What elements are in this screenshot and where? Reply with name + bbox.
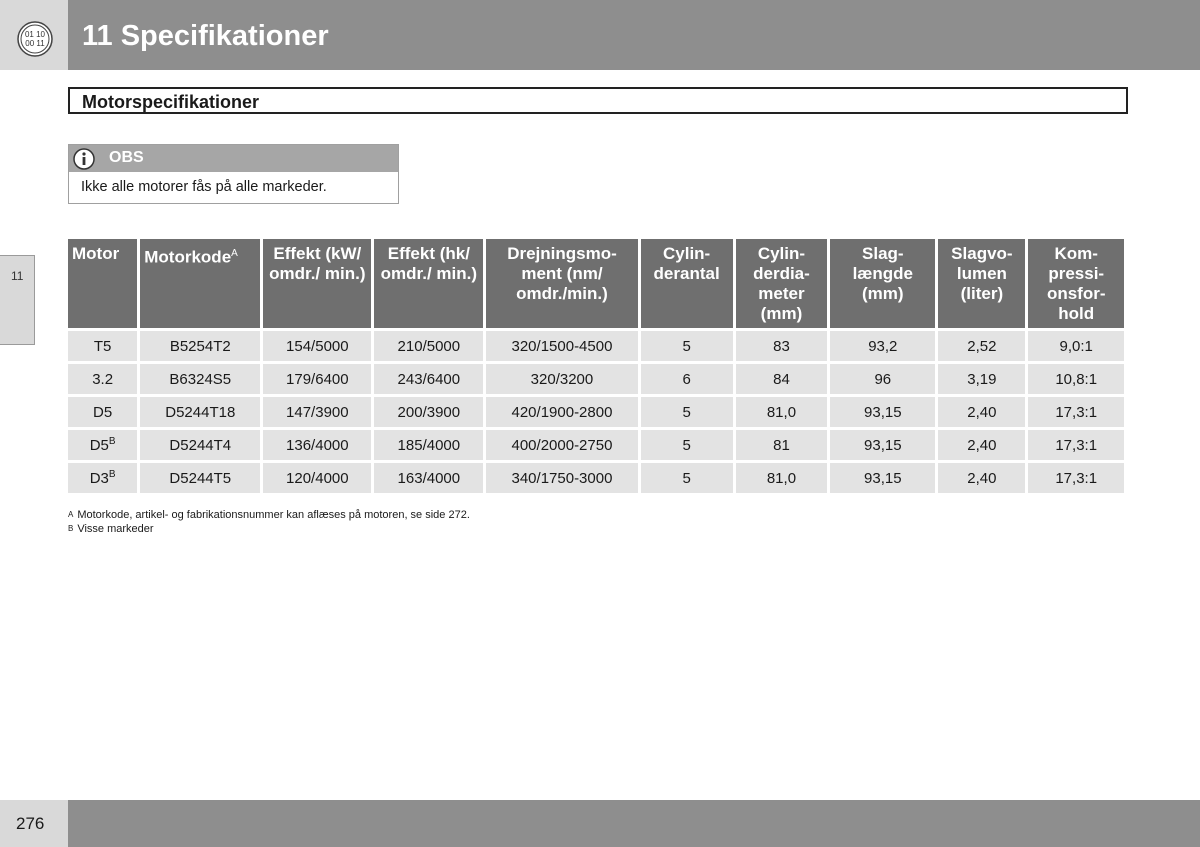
- table-cell: 147/3900: [263, 397, 371, 427]
- obs-note: [68, 144, 399, 204]
- page-title: 11 Specifikationer: [82, 20, 329, 52]
- table-cell: 154/5000: [263, 331, 371, 361]
- page-number: 276: [16, 814, 45, 833]
- table-cell: 9,0:1: [1028, 331, 1124, 361]
- engine-spec-table: [65, 236, 1127, 496]
- motor-cell: D5: [68, 397, 137, 427]
- column-header: Slag- længde (mm): [830, 239, 935, 328]
- table-cell: 2,40: [938, 430, 1025, 460]
- motor-cell: T5: [68, 331, 137, 361]
- table-cell: 3,19: [938, 364, 1025, 394]
- table-cell: 81: [736, 430, 828, 460]
- side-tab-label: 11: [11, 269, 24, 283]
- motor-cell: $D5^B$: [68, 430, 137, 460]
- table-cell: 420/1900-2800: [486, 397, 637, 427]
- table-cell: 10,8:1: [1028, 364, 1124, 394]
- table-cell: 81,0: [736, 463, 828, 493]
- table-cell: 81,0: [736, 397, 828, 427]
- table-cell: 93,15: [830, 430, 935, 460]
- footnotes: [68, 508, 470, 536]
- table-row: [68, 430, 1124, 460]
- table-cell: 320/1500-4500: [486, 331, 637, 361]
- table-cell: 179/6400: [263, 364, 371, 394]
- table-cell: 93,2: [830, 331, 935, 361]
- section-heading: [68, 87, 1128, 114]
- table-row: [68, 463, 1124, 493]
- table-cell: 96: [830, 364, 935, 394]
- column-header: Cylin- derantal: [641, 239, 733, 328]
- table-cell: 17,3:1: [1028, 463, 1124, 493]
- column-header: Slagvo- lumen (liter): [938, 239, 1025, 328]
- table-cell: 5: [641, 430, 733, 460]
- table-cell: 93,15: [830, 397, 935, 427]
- table-cell: B5254T2: [140, 331, 260, 361]
- note-header: [69, 145, 398, 172]
- table-cell: 2,40: [938, 397, 1025, 427]
- column-header: Drejningsmo- ment (nm/ omdr./min.): [486, 239, 637, 328]
- footnote: $^B$ Visse markeder: [68, 523, 154, 535]
- table-cell: 185/4000: [374, 430, 483, 460]
- table-cell: 83: [736, 331, 828, 361]
- table-cell: 84: [736, 364, 828, 394]
- column-header: Effekt (hk/ omdr./ min.): [374, 239, 483, 328]
- table-cell: 200/3900: [374, 397, 483, 427]
- table-row: [68, 331, 1124, 361]
- table-row: [68, 364, 1124, 394]
- svg-text:00 11: 00 11: [25, 39, 45, 48]
- table-header-row: [68, 239, 1124, 328]
- table-cell: 210/5000: [374, 331, 483, 361]
- table-cell: 6: [641, 364, 733, 394]
- section-title: Motorspecifikationer: [82, 92, 260, 112]
- table-cell: 136/4000: [263, 430, 371, 460]
- table-row: [68, 397, 1124, 427]
- table-cell: 17,3:1: [1028, 430, 1124, 460]
- table-cell: B6324S5: [140, 364, 260, 394]
- column-header: Motor: [68, 239, 137, 328]
- table-cell: 5: [641, 463, 733, 493]
- column-header: Effekt (kW/ omdr./ min.): [263, 239, 371, 328]
- table-cell: 320/3200: [486, 364, 637, 394]
- column-header: Kom- pressi- onsfor- hold: [1028, 239, 1124, 328]
- svg-text:01 10: 01 10: [24, 30, 46, 39]
- table-cell: 163/4000: [374, 463, 483, 493]
- table-body: [68, 331, 1124, 493]
- table-cell: 5: [641, 397, 733, 427]
- table-cell: 400/2000-2750: [486, 430, 637, 460]
- footer-bar: [68, 800, 1200, 847]
- table-cell: D5244T4: [140, 430, 260, 460]
- table-cell: 2,40: [938, 463, 1025, 493]
- chapter-icon: [16, 20, 54, 58]
- column-header: Cylin- derdia- meter (mm): [736, 239, 828, 328]
- note-text: Ikke alle motorer fås på alle markeder.: [81, 179, 327, 195]
- table-cell: 340/1750-3000: [486, 463, 637, 493]
- motor-cell: $D3^B$: [68, 463, 137, 493]
- footnote: $^A$ Motorkode, artikel- og fabrikationsnummer kan aflæses på motoren, se side 272.: [68, 509, 470, 521]
- motor-cell: 3.2: [68, 364, 137, 394]
- table-cell: D5244T18: [140, 397, 260, 427]
- column-header: Motorkode$^A$: [140, 239, 260, 328]
- table-cell: 120/4000: [263, 463, 371, 493]
- table-cell: 243/6400: [374, 364, 483, 394]
- table-cell: 17,3:1: [1028, 397, 1124, 427]
- table-cell: 5: [641, 331, 733, 361]
- note-title: OBS: [109, 149, 144, 166]
- table-cell: D5244T5: [140, 463, 260, 493]
- table-cell: 2,52: [938, 331, 1025, 361]
- table-cell: 93,15: [830, 463, 935, 493]
- info-icon: [73, 148, 95, 170]
